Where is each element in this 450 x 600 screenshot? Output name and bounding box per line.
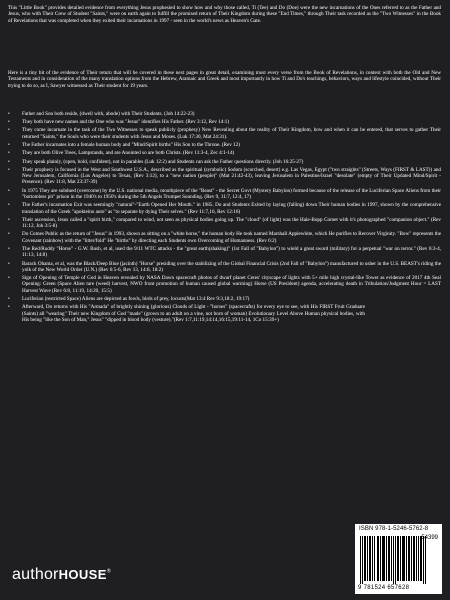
- list-item-text: The Father incarnates into a female human body and "Mind/Spirit births" His Son to the Throne. (Rev 12): [22, 142, 240, 149]
- list-item-text: They come incarnate in the task of the Two Witnesses to speak publicly (prophesy) New Revealing about the reality of Their Kingdom, how and when it can be entered, that serves to gather Their returned "Saints," the Souls who were their students with Jesus and Moses. (Luk 17:30, Mat 24:31).: [22, 127, 441, 140]
- list-item: [8, 111, 441, 117]
- list-item-text: Afterward, Do returns with His "Armada" of brightly shining (glorious) Clouds of Light - "horses" (spacecrafts) for every eye to see, with His FIRST Fruit Graduate (Saints) all "wearing" Their new Kingdom of God "made" (grown to an adult on a vine, not born of woman) Evolutionary Level Above Human physical bodies, with His being "like the Son of Man," Jesus" "dipped in blood body (vesture)."(Rev 1:7,11:19,14:14,16:15,19:11-14, 1Co 15:39+): [22, 304, 365, 323]
- list-item: [8, 142, 441, 148]
- list-item: [8, 167, 441, 186]
- bullet-icon: •: [8, 142, 10, 149]
- list-item-text: In 1975 They are subdued (overcome) by the U.S. national media, mouthpiece of the "Beast" - the Secret Govt (Mystery Babylon) formed because of the release of the Luciferian Space Aliens from their "bottomless pit" prison in the 1940's to 1950's during the 5th Angels Trumpet Sounding. (Rev 9, 11:7, 12:4, 17): [22, 187, 441, 201]
- bullet-icon: •: [8, 111, 10, 117]
- list-item: [8, 296, 441, 302]
- logo-registered-mark: ®: [106, 568, 111, 575]
- list-item: [8, 231, 441, 244]
- list-item: [8, 202, 441, 215]
- bullet-icon: •: [8, 187, 10, 194]
- list-item-text: Their ascension, Jesus called a "spirit birth," compared to wind, not seen as physical bodies going up. The "cloud" (of light) was the Hale-Bopp Comet with it's photographed "companion object." (Rev 11:12, Joh 3:5-8): [22, 216, 441, 230]
- price-code: 54399: [421, 535, 438, 541]
- list-item-text: The Father's incarnation Exit was seemingly "natural"-"Earth Opened Her Mouth." in 1985. Do and Students Exited by laying (falling) down Their human bodies in 1997, shown by the comprehensive translation of the Greek "apokteino auto" as "to separate by dying Their selves." (Rev 11:7,16, Rev 12:16): [22, 202, 441, 215]
- list-item-text: Sign of Opening of Temple of God in Heaven revealed by NASA Dawn spacecraft photos of dwarf planet Ceres' cityscape of lights with 5+ mile high crystal-like Tower as evidence of 2017 4th Seal Opening: Green (Space Alien tare (weed) harvest, NWO front promotion of human caused global warming) Horse (US President) agenda, accelerating death in Tribulation/Judgment Hour = LAST Harvest Wave (Rev 6:8, 11:19, 14:20, 15:5): [22, 275, 441, 294]
- bullet-icon: •: [8, 304, 10, 311]
- bullet-icon: •: [8, 202, 10, 209]
- evidence-paragraph: Here is a tiny bit of the evidence of Their return that will be covered in these next pages in great detail, examining most every verse from the Book of Revelations, in context with both the Old and New Testaments and in consideration of the many translation options from the Hebrew, Aramaic and Greek and most importantly in how Ti and Do's teachings, behaviors, ways and lifestyle coincided, without Their trying to do so, as I, Sawyer witnessed as Their student for 19 years.: [8, 70, 441, 89]
- list-item: [8, 261, 441, 274]
- bullet-icon: •: [8, 166, 10, 173]
- bullet-icon: •: [8, 231, 10, 238]
- publisher-logo: [12, 566, 111, 584]
- bullet-icon: •: [8, 260, 10, 267]
- bullet-icon: •: [8, 245, 10, 252]
- list-item-text: Do Comes Public as the return of "Jesus" in 1993, shown as sitting on a "white horse," the human body He took named Marshall Applewhite, which He purifies to Recover Virginity. "Bow" represents the Covenant (rainbow) with the "litter/fold" He "births" by directing each Students own Overcoming of Humanness. (Rev 6:2): [22, 231, 441, 244]
- list-item: [8, 127, 441, 140]
- barcode: [355, 524, 442, 594]
- list-item-text: The Red/Ruddy "Horse" - G.W. Bush, et al, used the 9/11 WTC attacks - the "great earth(shaking)" (1st Fall of "Babylon") to wield a great sword (military) for a perpetual "war on terror." (Rev 6:3-4, 11:13, 14:8): [22, 245, 441, 259]
- list-item: [8, 159, 441, 165]
- list-item-text: They speak plainly, (open, bold, confident), not in parables (Luk 12:2) and Students can ask the Father questions directly. (Joh 16:25-27): [22, 158, 304, 165]
- list-item: [8, 119, 441, 125]
- barcode-bars-icon: [358, 534, 439, 584]
- bullet-icon: •: [8, 216, 10, 223]
- intro-paragraph: This "Little Book" provides detailed evidence from everything Jesus prophesied to show how and why those called, Ti (Tee) and Do (Doe) were the new incarnations of the Ones referred to as the Father and Jesus, who with Their Crew of Student "Saints," were on earth again to fulfill the promised return of Their Kingdom during these "End Times," through Their task recorded as the "Two Witnesses" in the Book of Revelations that was completed when they exited their incarnations in 1997 - seen in the world's news as Heaven's Gate.: [8, 5, 441, 24]
- bullet-icon: •: [8, 296, 10, 303]
- ean-digits: 9 781524 657628: [358, 585, 410, 591]
- list-item: [8, 150, 441, 156]
- bullet-icon: •: [8, 275, 10, 282]
- isbn-text: ISBN 978-1-5246-5762-8: [359, 526, 429, 532]
- list-item-text: Luciferian (restricted Space) Aliens are depicted as fowls, birds of prey, locusts(Mat 13:4 Rev 9:3,18:2, 19:17): [22, 296, 250, 303]
- list-item: [8, 304, 365, 323]
- list-item-text: They are both Olive Trees, Lampstands, and are Anointed so are both Christs. (Rev 11:3-4, Zec 4:1-14): [22, 150, 235, 157]
- list-item-text: Their prophecy is focused in the West and Southwest U.S.A., described as the spiritual (symbolic) Sodom (scorched, desert) e.g. Las Vegas, Egypt ("two straights" (Streets, Ways (FIRST & LAST)) and New Jerusalem, California (Los Angeles) to Texas, (Rev 3:12), to a "new nation (people)" (Mat 21:42-43), leaving Jerusalem in Palestine/Israel "desolate" (empty of Their Updated Mind/Spirit - Presence). (Rev 11:8, Mat 23:37-39): [22, 166, 441, 186]
- list-item: [8, 275, 441, 294]
- list-item: [8, 188, 441, 201]
- logo-text-house: HOUSE: [58, 567, 107, 582]
- bullet-icon: •: [8, 119, 10, 126]
- list-item-text: Barack Obama, et al, was the Black/Deep Blue (jacinth) "Horse" presiding over the stabilizing of the Global Financial Crisis (2nd Fall of "Babylon") manufactured to usher in the U.S. BEAST's riding the yolk of the New World Order (U.N.) (Rev 6:5-6, Rev 13, 14:8, 18:2): [22, 260, 441, 273]
- logo-text-author: author: [12, 566, 59, 583]
- list-item: [8, 217, 441, 230]
- bullet-icon: •: [8, 158, 10, 165]
- bullet-icon: •: [8, 127, 10, 134]
- list-item: [8, 246, 441, 259]
- list-item-text: They both have new names and the One who was "Jesus" identifies His Father. (Rev 3:12, Rev 14:1): [22, 119, 230, 126]
- bullet-icon: •: [8, 150, 10, 157]
- evidence-list: [8, 111, 441, 325]
- list-item-text: Father and Son both reside, (dwell with, abode) with Their Students. (Joh 14:22-23): [22, 111, 195, 117]
